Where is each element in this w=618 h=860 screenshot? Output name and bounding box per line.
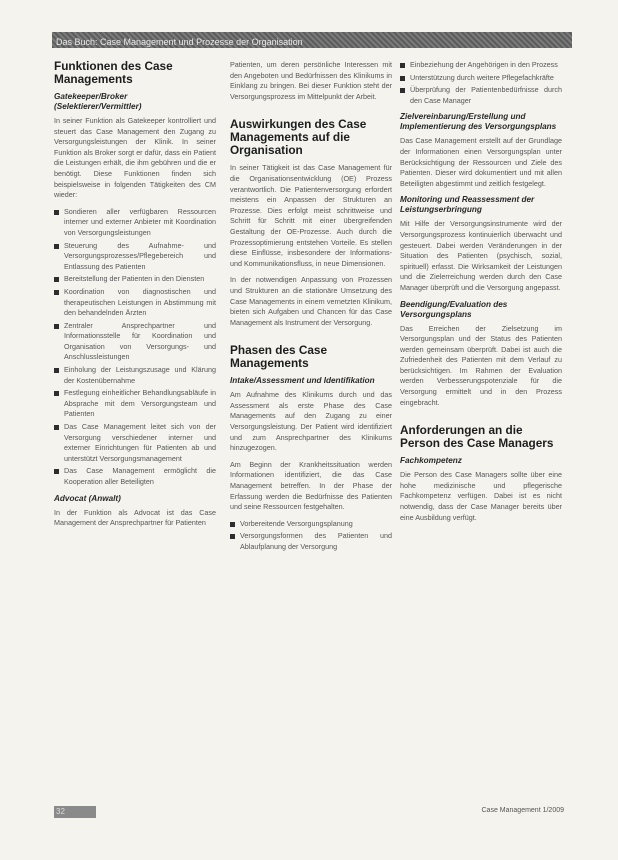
subheading-beendigung: Beendigung/Evaluation des Versorgungsplans: [400, 299, 508, 319]
subheading-advocat: Advocat (Anwalt): [54, 493, 121, 503]
paragraph-intake-2: Am Beginn der Krankheitssituation werden Informationen identifiziert, die das Case Management betreffen. In der Phase der Erfassung werden die Bedürfnisse des Patienten und seine Ressourcen festgehalten.: [230, 459, 392, 512]
bullet-item: Einholung der Leistungszusage und Klärung der Kostenübernahme: [54, 365, 216, 386]
bullet-item: Steuerung des Aufnahme- und Versorgungsprozesses/Pflegebereich und Entlassung des Patienten: [54, 241, 216, 273]
column-1: [54, 60, 216, 535]
paragraph-auswirkungen-2: In der notwendigen Anpassung von Prozessen und Strukturen an die stationäre Umsetzung des Case Managements in einem vernetzten Klinikum, bieten sich Aufgaben und Chancen für das Case Management als Instrument der Versorgung.: [230, 275, 392, 327]
heading-phasen: Phasen des Case Managements: [230, 343, 328, 371]
heading-anforderungen: Anforderungen an die Person des Case Managers: [400, 423, 554, 451]
paragraph-monitoring: Mit Hilfe der Versorgungsinstrumente wird der Versorgungsprozess kontinuierlich überwacht und gesteuert. Dabei werden Veränderungen in der Situation des Patienten (psychisch, sozial, spirituell) erfasst. Die Wirksamkeit der Leistungen und die Zielerreichung werden durch den Case Manager überprüft und die Versorgung angepasst.: [400, 219, 562, 292]
paragraph-intake-1: Am Aufnahme des Klinikums durch und das Assessment als erste Phase des Case Managements auf den Zugang zu einer Versorgungsleistung. Der Patient wird identifiziert und zum Ansprechpartner des Klinikums hinzugezogen.: [230, 390, 392, 453]
paragraph-fachkompetenz: Die Person des Case Managers sollte über eine hohe medizinische und pflegerische Fachkompetenz verfügen. Dabei ist es nicht notwendig, dass der Case Manager bereits über eine Ausbildung verfügt.: [400, 470, 562, 522]
page-number: 32: [54, 806, 96, 818]
subheading-fachkompetenz: Fachkompetenz: [400, 456, 462, 466]
article-body: [54, 60, 574, 800]
bullet-item: Überprüfung der Patientenbedürfnisse durch den Case Manager: [400, 85, 562, 106]
paragraph-beendigung: Das Erreichen der Zielsetzung im Versorgungsplan und der Status des Patienten werden gemeinsam überprüft. Dabei ist auch die Zufriedenheit des Patienten mit dem Verlauf zu berücksichtigen. Im Rahmen der Evaluation werden Verbesserungspotenziale für die Versorgung ermittelt und in den Prozess eingebracht.: [400, 323, 562, 407]
paragraph-zielvereinbarung: Das Case Management erstellt auf der Grundlage der Informationen einen Versorgungsplan unter Berücksichtigung der Ressourcen und Ziele des Patienten. Dieser wird dokumentiert und mit allen Beteiligten abgestimmt und zeitlich festgelegt.: [400, 136, 562, 188]
heading-functions: Funktionen des Case Managements: [54, 59, 173, 86]
subheading-gatekeeper: Gatekeeper/Broker (Selektierer/Vermittler): [54, 92, 142, 111]
column-2: [230, 60, 392, 559]
bullet-item: Koordination von diagnostischen und therapeutischen Leistungen in Abstimmung mit den behandelnden Ärzten: [54, 287, 216, 319]
bullet-item: Versorgungsformen des Patienten und Ablaufplanung der Versorgung: [230, 531, 392, 552]
paragraph-intro: Patienten, um deren persönliche Interessen mit den Angeboten und Bedürfnissen des Klinikums in Einklang zu bringen. Bei dieser Funktion steht der Versorgungsprozess im Mittelpunkt der Arbeit.: [230, 60, 392, 101]
paragraph-gatekeeper: In seiner Funktion als Gatekeeper kontrolliert und steuert das Case Management den Zugang zu Versorgungsleistungen der Klinik. In seiner Funktion als Broker sorgt er dafür, dass ein Patient die Leistungen erhält, die ihm gebühren und die er benötigt. Diese Funktionen finden sich beispielsweise in folgenden Tätigkeiten des CM wieder:: [54, 116, 216, 200]
heading-auswirkungen: Auswirkungen des Case Managements auf die Organisation: [230, 117, 367, 158]
bullet-item: Einbeziehung der Angehörigen in den Prozess: [400, 60, 562, 71]
bullet-item: Vorbereitende Versorgungsplanung: [230, 519, 392, 530]
bullet-item: Festlegung einheitlicher Behandlungsabläufe in Absprache mit dem Versorgungsteam und Patienten: [54, 388, 216, 420]
paragraph-auswirkungen-1: In seiner Tätigkeit ist das Case Management für die Organisationsentwicklung (OE) Prozess verantwortlich. Die Patientenversorgung erfordert meistens ein Anpassen der Strukturen an Prozesse. Dies erfolgt meist schrittweise und Schritt für Schritt mit einer übergreifenden Gestaltung der OE-Prozesse. Auch durch die Prozessoptimierung entstehen Vorteile. Es stellen diese Einflüsse, insbesondere der Informations- und Kommunikationsfluss, in neue Dimensionen.: [230, 163, 392, 268]
bullet-list-intake: [230, 519, 392, 553]
journal-footer: Case Management 1/2009: [481, 807, 564, 814]
bullet-list-top: [400, 60, 562, 106]
bullet-item: Bereitstellung der Patienten in den Diensten: [54, 274, 216, 285]
bullet-list-tasks: [54, 207, 216, 488]
column-3: [400, 60, 562, 529]
bullet-item: Sondieren aller verfügbaren Ressourcen interner und externer Anbieter mit Koordination von Versorgungsleistungen: [54, 207, 216, 239]
bullet-item: Unterstützung durch weitere Pflegefachkräfte: [400, 73, 562, 84]
paragraph-advocat: In der Funktion als Advocat ist das Case Management der Ansprechpartner für Patienten: [54, 507, 216, 528]
bullet-item: Das Case Management leitet sich von der Versorgung verschiedener interner und externer Einrichtungen für Patienten ab und unterstützt Versorgungsmanagement: [54, 422, 216, 464]
bullet-item: Zentraler Ansprechpartner und Informationsstelle für Koordination und Organisation von Versorgungs- und Anschlussleistungen: [54, 321, 216, 363]
subheading-monitoring: Monitoring und Reassessment der Leistungserbringung: [400, 195, 535, 215]
running-title: Das Buch: Case Management und Prozesse der Organisation: [56, 37, 303, 47]
bullet-item: Das Case Management ermöglicht die Kooperation aller Beteiligten: [54, 466, 216, 487]
subheading-zielvereinbarung: Zielvereinbarung/Erstellung und Implementierung des Versorgungsplans: [400, 112, 557, 132]
subheading-intake: Intake/Assessment und Identifikation: [230, 376, 375, 386]
header-band: [52, 32, 572, 48]
